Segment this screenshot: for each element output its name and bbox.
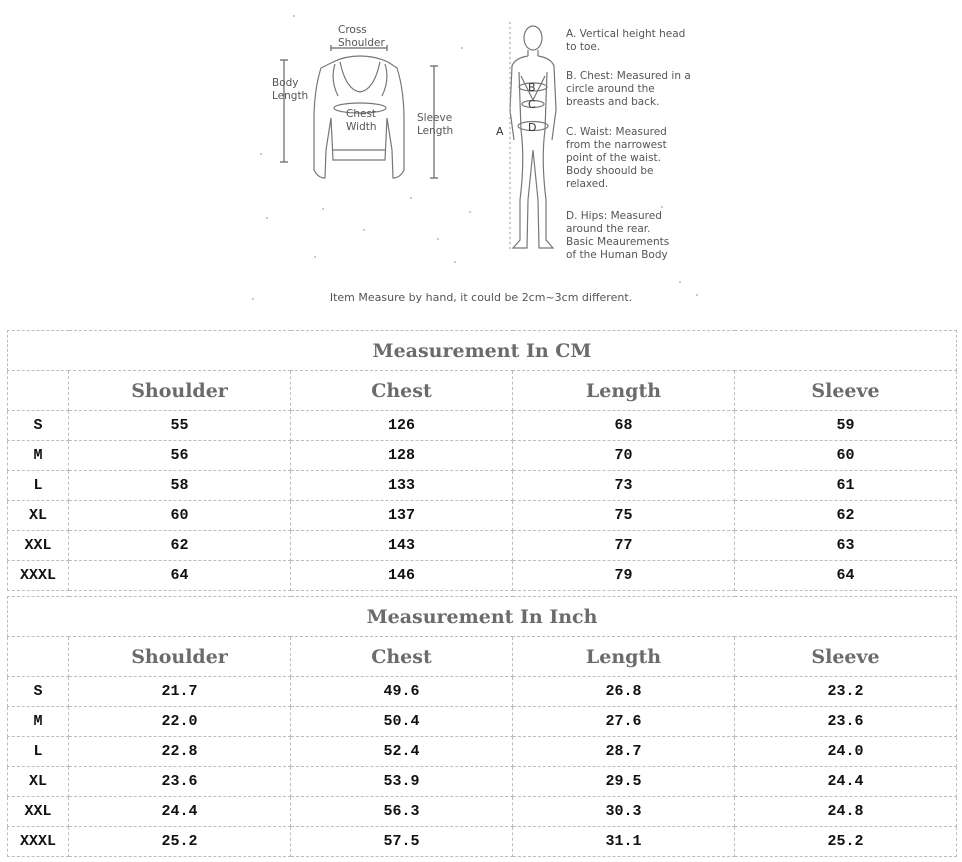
table-cell: 60 [735, 441, 957, 471]
corner-cell [8, 371, 69, 411]
table-row [8, 707, 957, 737]
size-label: XL [8, 767, 69, 797]
table-cell: 23.6 [735, 707, 957, 737]
table-cell: 73 [513, 471, 735, 501]
size-label: XL [8, 501, 69, 531]
table-cell: 49.6 [291, 677, 513, 707]
diagram-illustration [0, 0, 962, 322]
table-cell: 26.8 [513, 677, 735, 707]
table-row [8, 411, 957, 441]
table-cell: 28.7 [513, 737, 735, 767]
table-title: Measurement In CM [8, 331, 957, 371]
table-header-row [8, 637, 957, 677]
table-row [8, 501, 957, 531]
table-cell: 25.2 [69, 827, 291, 857]
column-header: Sleeve [735, 371, 957, 411]
column-header: Length [513, 637, 735, 677]
table-cell: 24.8 [735, 797, 957, 827]
size-label: S [8, 411, 69, 441]
table-cell: 30.3 [513, 797, 735, 827]
size-label: L [8, 471, 69, 501]
table-cell: 29.5 [513, 767, 735, 797]
table-cell: 23.2 [735, 677, 957, 707]
note-d: D. Hips: Measured around the rear. Basic Meaurements of the Human Body [566, 210, 670, 261]
corner-cell [8, 637, 69, 677]
table-cell: 79 [513, 561, 735, 591]
table-row [8, 677, 957, 707]
table-title-row [8, 331, 957, 371]
table-cell: 70 [513, 441, 735, 471]
table-row [8, 797, 957, 827]
table-cell: 31.1 [513, 827, 735, 857]
size-label: L [8, 737, 69, 767]
table-cell: 25.2 [735, 827, 957, 857]
table-cell: 64 [735, 561, 957, 591]
size-label: S [8, 677, 69, 707]
table-cell: 128 [291, 441, 513, 471]
table-cell: 62 [69, 531, 291, 561]
table-cell: 133 [291, 471, 513, 501]
table-cell: 27.6 [513, 707, 735, 737]
table-cell: 61 [735, 471, 957, 501]
column-header: Shoulder [69, 637, 291, 677]
table-cell: 137 [291, 501, 513, 531]
cm-size-table [7, 330, 957, 591]
column-header: Chest [291, 637, 513, 677]
body-length-label: Body Length [272, 77, 309, 102]
column-header: Length [513, 371, 735, 411]
size-label: M [8, 441, 69, 471]
table-header-row [8, 371, 957, 411]
table-cell: 24.4 [69, 797, 291, 827]
table-row [8, 531, 957, 561]
table-cell: 68 [513, 411, 735, 441]
table-cell: 55 [69, 411, 291, 441]
note-c: C. Waist: Measured from the narrowest point of the waist. Body shoould be relaxed. [566, 126, 667, 190]
cross-shoulder-label: Cross Shoulder [338, 24, 385, 49]
table-cell: 62 [735, 501, 957, 531]
table-cell: 56 [69, 441, 291, 471]
table-cell: 57.5 [291, 827, 513, 857]
table-row [8, 561, 957, 591]
size-label: XXL [8, 797, 69, 827]
size-label: XXXL [8, 561, 69, 591]
table-cell: 58 [69, 471, 291, 501]
column-header: Sleeve [735, 637, 957, 677]
table-cell: 143 [291, 531, 513, 561]
table-row [8, 471, 957, 501]
table-cell: 77 [513, 531, 735, 561]
size-label: M [8, 707, 69, 737]
table-cell: 75 [513, 501, 735, 531]
inch-size-table [7, 596, 957, 857]
table-cell: 50.4 [291, 707, 513, 737]
table-cell: 64 [69, 561, 291, 591]
body-figure-sketch [510, 22, 556, 250]
table-row [8, 827, 957, 857]
table-cell: 24.0 [735, 737, 957, 767]
body-letter-a: A [496, 125, 504, 138]
column-header: Chest [291, 371, 513, 411]
table-cell: 22.8 [69, 737, 291, 767]
table-cell: 126 [291, 411, 513, 441]
table-cell: 53.9 [291, 767, 513, 797]
measurement-caption: Item Measure by hand, it could be 2cm~3cm different. [329, 291, 633, 304]
table-row [8, 737, 957, 767]
table-row [8, 441, 957, 471]
table-cell: 146 [291, 561, 513, 591]
measurement-diagram [0, 0, 962, 322]
body-letter-d: D [528, 121, 537, 134]
table-cell: 24.4 [735, 767, 957, 797]
table-cell: 21.7 [69, 677, 291, 707]
body-letter-b: B [528, 81, 536, 94]
table-cell: 23.6 [69, 767, 291, 797]
table-cell: 63 [735, 531, 957, 561]
table-cell: 60 [69, 501, 291, 531]
note-a: A. Vertical height head to toe. [566, 28, 686, 53]
column-header: Shoulder [69, 371, 291, 411]
body-letter-c: C [528, 98, 536, 111]
sleeve-length-label: Sleeve Length [417, 112, 454, 137]
table-title: Measurement In Inch [8, 597, 957, 637]
table-cell: 22.0 [69, 707, 291, 737]
size-label: XXL [8, 531, 69, 561]
note-b: B. Chest: Measured in a circle around the breasts and back. [566, 70, 691, 108]
chest-width-label: Chest Width [346, 108, 377, 133]
table-cell: 59 [735, 411, 957, 441]
table-title-row [8, 597, 957, 637]
table-row [8, 767, 957, 797]
size-label: XXXL [8, 827, 69, 857]
table-cell: 52.4 [291, 737, 513, 767]
table-cell: 56.3 [291, 797, 513, 827]
